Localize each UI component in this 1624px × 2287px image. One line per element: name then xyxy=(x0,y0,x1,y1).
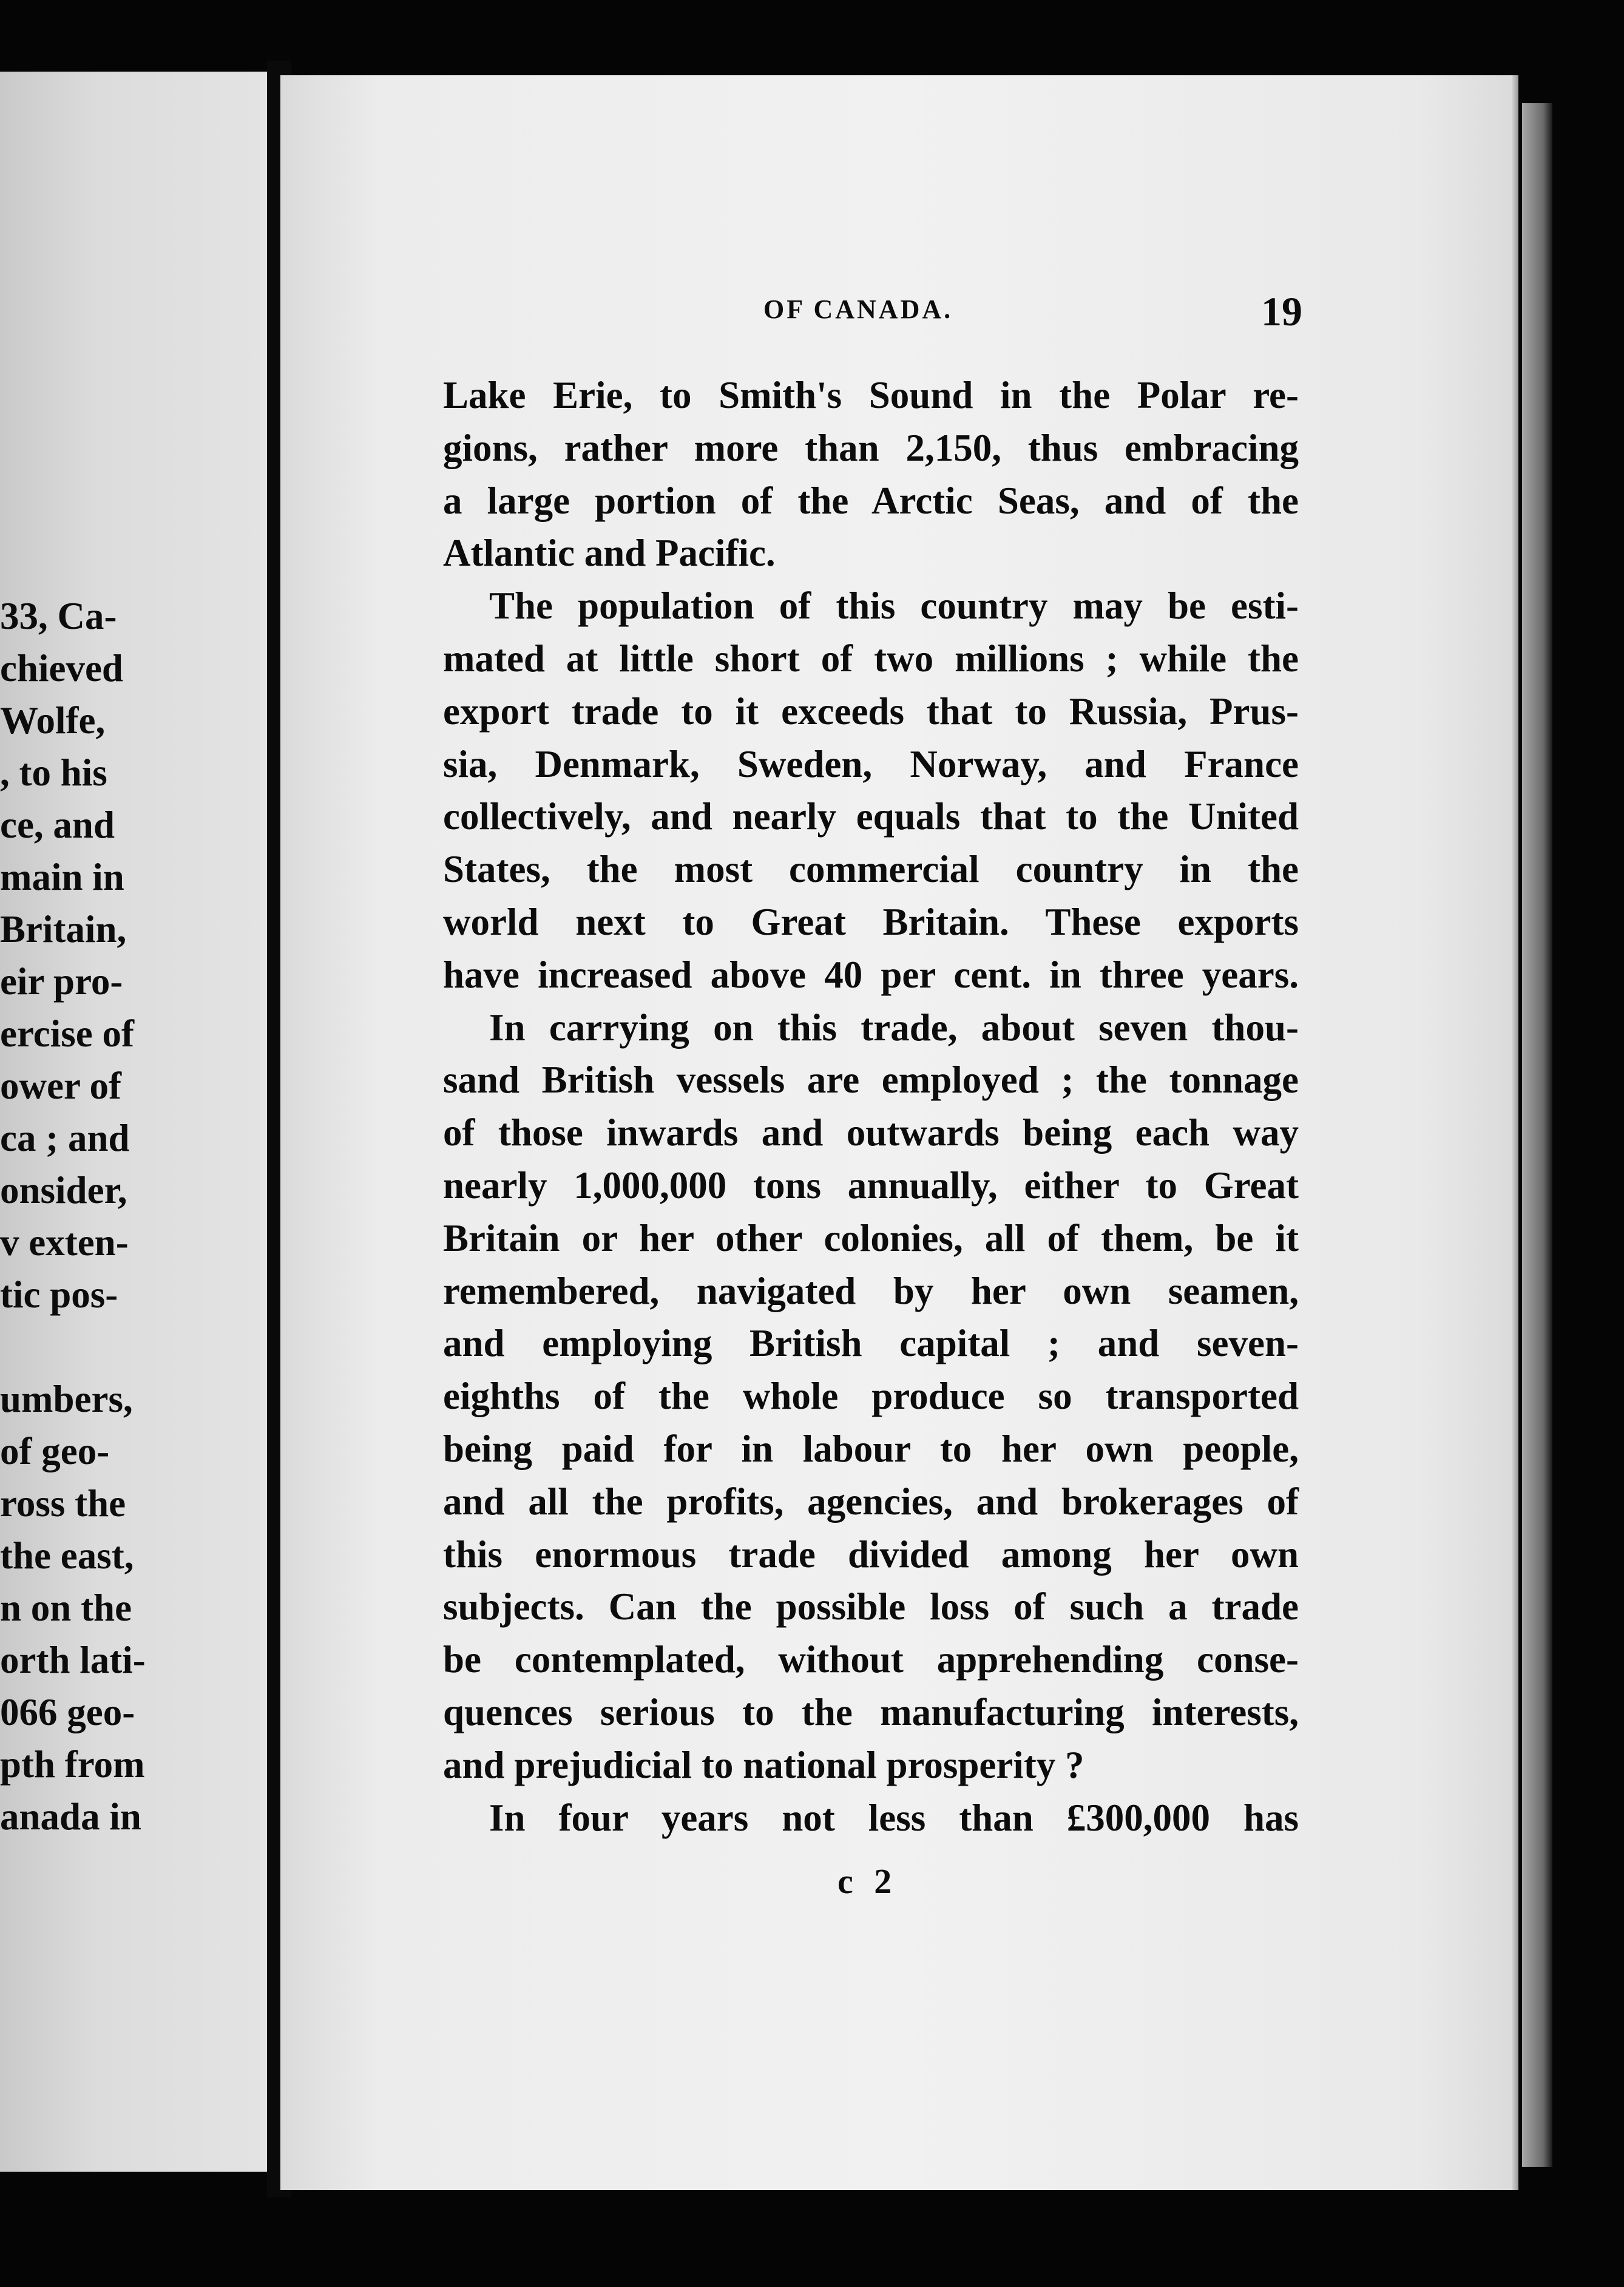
left-page xyxy=(0,72,280,2172)
left-page-fragment: pth from xyxy=(0,1743,145,1786)
text-line: of those inwards and outwards being each way xyxy=(443,1111,1299,1154)
text-line: have increased above 40 per cent. in three years. xyxy=(443,953,1299,996)
text-line: sand British vessels are employed ; the tonnage xyxy=(443,1059,1299,1102)
left-page-fragment: orth lati- xyxy=(0,1639,146,1681)
left-page-fragment: of geo- xyxy=(0,1430,110,1472)
body-text xyxy=(443,369,1299,1844)
page-number: 19 xyxy=(1261,288,1302,334)
left-page-fragment: 066 geo- xyxy=(0,1691,135,1733)
left-page-fragment: anada in xyxy=(0,1795,141,1838)
left-page-fragment: v exten- xyxy=(0,1221,129,1264)
text-line: being paid for in labour to her own people, xyxy=(443,1427,1299,1470)
left-page-fragment: umbers, xyxy=(0,1378,133,1420)
left-page-fragment: ross the xyxy=(0,1482,126,1525)
text-line: a large portion of the Arctic Seas, and of the xyxy=(443,479,1299,522)
left-page-fragment: the east, xyxy=(0,1534,134,1577)
text-line: and all the profits, agencies, and brokerages of xyxy=(443,1480,1299,1523)
text-line: export trade to it exceeds that to Russia, Prus- xyxy=(443,689,1299,733)
left-page-fragment: , to his xyxy=(0,751,107,794)
text-line: collectively, and nearly equals that to the United xyxy=(443,795,1299,838)
text-line: remembered, navigated by her own seamen, xyxy=(443,1269,1299,1312)
text-line: Britain or her other colonies, all of them, be it xyxy=(443,1216,1299,1259)
page-edge xyxy=(1512,75,1518,2190)
page-stack-edge xyxy=(1522,103,1552,2167)
running-title: OF CANADA. xyxy=(763,294,953,324)
text-line: gions, rather more than 2,150, thus embracing xyxy=(443,426,1299,469)
left-page-fragment: Britain, xyxy=(0,908,127,950)
text-line: eighths of the whole produce so transported xyxy=(443,1375,1299,1418)
text-line: The population of this country may be esti- xyxy=(489,584,1299,628)
left-page-fragment: 33, Ca- xyxy=(0,595,117,637)
left-page-fragment: tic pos- xyxy=(0,1273,118,1316)
text-line: In carrying on this trade, about seven thou- xyxy=(489,1006,1299,1049)
text-line: States, the most commercial country in the xyxy=(443,848,1299,891)
text-line: quences serious to the manufacturing interests, xyxy=(443,1690,1299,1733)
left-page-fragment: Wolfe, xyxy=(0,699,106,742)
text-line: Lake Erie, to Smith's Sound in the Polar re- xyxy=(443,374,1299,416)
text-line: and prejudicial to national prosperity ? xyxy=(443,1743,1084,1786)
text-line: Atlantic and Pacific. xyxy=(443,532,776,575)
left-page-fragment: ower of xyxy=(0,1065,122,1107)
text-line: this enormous trade divided among her own xyxy=(443,1533,1299,1576)
left-page-fragment: n on the xyxy=(0,1587,132,1629)
left-page-fragment: chieved xyxy=(0,647,123,689)
text-line: and employing British capital ; and seven- xyxy=(443,1322,1299,1365)
text-line: subjects. Can the possible loss of such a trade xyxy=(443,1585,1299,1628)
text-line: nearly 1,000,000 tons annually, either to Great xyxy=(443,1164,1299,1207)
left-page-fragment: eir pro- xyxy=(0,960,123,1003)
text-line: mated at little short of two millions ; while the xyxy=(443,637,1299,680)
signature-mark: c 2 xyxy=(837,1862,898,1901)
left-page-fragment: onsider, xyxy=(0,1169,127,1211)
text-line: sia, Denmark, Sweden, Norway, and France xyxy=(443,742,1299,785)
left-page-fragment: main in xyxy=(0,856,124,898)
left-page-fragment: ce, and xyxy=(0,804,115,846)
text-line: be contemplated, without apprehending conse- xyxy=(443,1638,1299,1681)
left-page-fragment: ca ; and xyxy=(0,1117,130,1159)
left-page-fragment: ercise of xyxy=(0,1012,134,1055)
text-line: In four years not less than £300,000 has xyxy=(489,1796,1299,1839)
text-line: world next to Great Britain. These exports xyxy=(443,900,1299,943)
